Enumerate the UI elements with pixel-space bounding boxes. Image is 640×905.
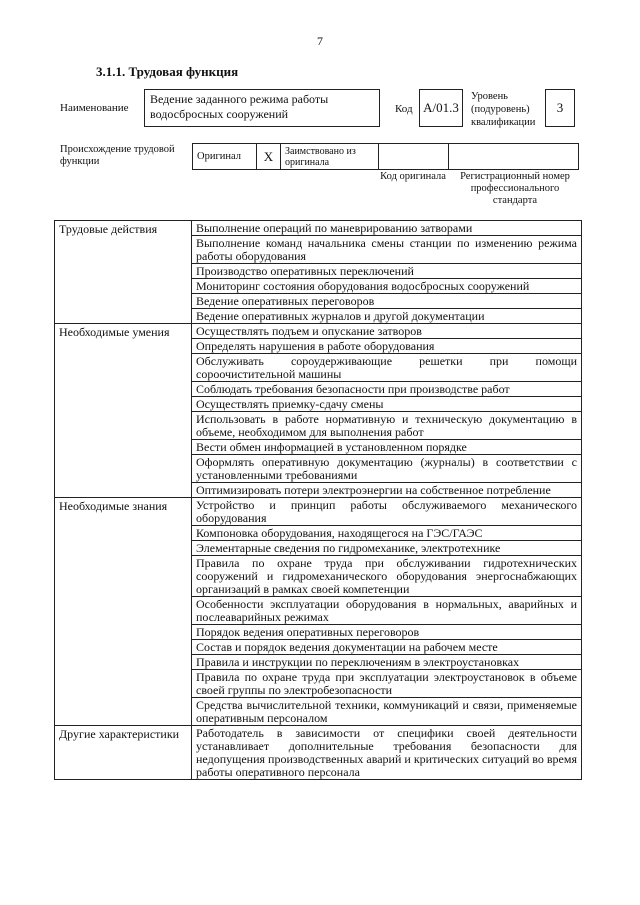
item-cell: Элементарные сведения по гидромеханике, электротехнике <box>192 541 582 556</box>
item-cell: Выполнение операций по маневрированию затворами <box>192 221 582 236</box>
original-label: Оригинал <box>197 151 241 162</box>
category-label: Необходимые знания <box>59 499 168 513</box>
item-cell: Обслуживать сороудерживающие решетки при помощи сороочистительной машины <box>192 354 582 382</box>
borrowed-label-cell <box>281 144 379 170</box>
category-cell <box>55 221 192 324</box>
item-cell: Вести обмен информацией в установленном порядке <box>192 440 582 455</box>
code-original-caption: Код оригинала <box>380 171 446 182</box>
original-label-cell <box>193 144 257 170</box>
category-label: Другие характеристики <box>59 727 180 741</box>
table-row <box>55 726 582 780</box>
category-cell <box>55 498 192 726</box>
item-cell: Использовать в работе нормативную и техническую документацию в объеме, необходимом для выполнения работ <box>192 412 582 440</box>
item-cell: Соблюдать требования безопасности при производстве работ <box>192 382 582 397</box>
code-original-cell <box>379 144 449 170</box>
function-name-value: Ведение заданного режима работы водосбросных сооружений <box>150 92 329 121</box>
item-cell: Осуществлять приемку-сдачу смены <box>192 397 582 412</box>
reg-number-caption: Регистрационный номер профессионального стандарта <box>460 171 570 206</box>
function-details-body <box>55 221 582 780</box>
item-cell: Правила и инструкции по переключениям в электроустановках <box>192 655 582 670</box>
item-cell: Средства вычислительной техники, коммуникаций и связи, применяемые оперативным персоналом <box>192 698 582 726</box>
category-cell <box>55 324 192 498</box>
item-cell: Устройство и принцип работы обслуживаемого механического оборудования <box>192 498 582 526</box>
code-label: Код <box>395 103 413 115</box>
name-label: Наименование <box>60 102 129 114</box>
origin-table <box>192 143 579 170</box>
original-mark: X <box>263 148 274 164</box>
item-cell: Порядок ведения оперативных переговоров <box>192 625 582 640</box>
item-cell: Мониторинг состояния оборудования водосбросных сооружений <box>192 279 582 294</box>
table-row <box>55 221 582 236</box>
function-details-table <box>54 220 582 780</box>
category-cell <box>55 726 192 780</box>
item-cell: Оформлять оперативную документацию (журналы) в соответствии с установленными требованиями <box>192 455 582 483</box>
item-cell: Работодатель в зависимости от специфики своей деятельности устанавливает дополнительные требования безопасности для недопущения производственных аварий и критических ситуаций во время работы оперативного персонала <box>192 726 582 780</box>
item-cell: Состав и порядок ведения документации на рабочем месте <box>192 640 582 655</box>
page-number: 7 <box>317 34 323 48</box>
item-cell: Определять нарушения в работе оборудования <box>192 339 582 354</box>
borrowed-label: Заимствовано из оригинала <box>285 145 356 168</box>
item-cell: Правила по охране труда при обслуживании гидротехнических сооружений и гидромеханического оборудования энергоснабжающих организаций в рамках своей компетенции <box>192 556 582 597</box>
item-cell: Правила по охране труда при эксплуатации электроустановок в объеме своей группы по электробезопасности <box>192 670 582 698</box>
table-row <box>55 324 582 339</box>
item-cell: Производство оперативных переключений <box>192 264 582 279</box>
item-cell: Особенности эксплуатации оборудования в нормальных, аварийных и послеаварийных режимах <box>192 597 582 625</box>
item-cell: Осуществлять подъем и опускание затворов <box>192 324 582 339</box>
item-cell: Выполнение команд начальника смены станции по изменению режима работы оборудования <box>192 236 582 264</box>
function-name-box <box>144 89 380 127</box>
origin-label: Происхождение трудовой функции <box>60 144 175 167</box>
table-row <box>55 498 582 526</box>
reg-number-cell <box>449 144 579 170</box>
code-box <box>419 89 463 127</box>
item-cell: Компоновка оборудования, находящегося на ГЭС/ГАЭС <box>192 526 582 541</box>
level-label: Уровень (подуровень) квалификации <box>471 91 536 128</box>
item-cell: Оптимизировать потери электроэнергии на собственное потребление <box>192 483 582 498</box>
category-label: Необходимые умения <box>59 325 170 339</box>
category-label: Трудовые действия <box>59 222 158 236</box>
code-value: А/01.3 <box>423 100 459 115</box>
item-cell: Ведение оперативных переговоров <box>192 294 582 309</box>
level-box <box>545 89 575 127</box>
level-value: 3 <box>556 100 564 115</box>
item-cell: Ведение оперативных журналов и другой документации <box>192 309 582 324</box>
section-title: 3.1.1. Трудовая функция <box>96 64 239 79</box>
original-mark-cell <box>257 144 281 170</box>
